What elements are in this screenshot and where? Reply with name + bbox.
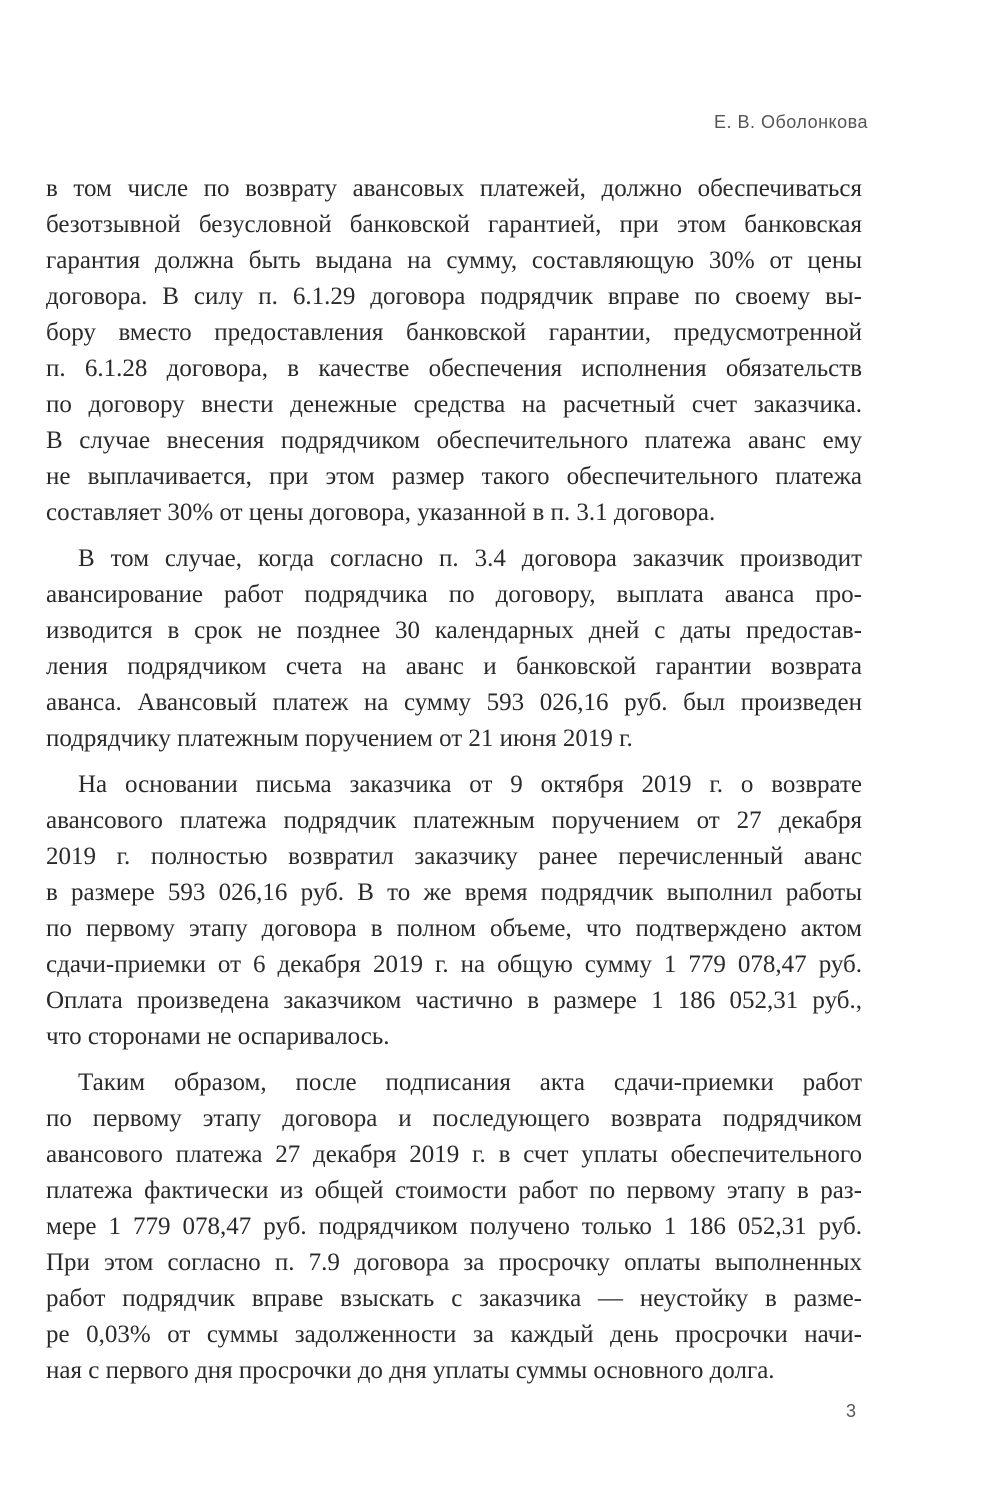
paragraph-1 — [46, 171, 862, 531]
text-line: п. 6.1.28 договора, в качестве обеспечения исполнения обязательств — [46, 355, 862, 382]
text-line: сдачи-приемки от 6 декабря 2019 г. на общую сумму 1 779 078,47 руб. — [46, 951, 862, 978]
text-line: по договору внести денежные средства на расчетный счет заказчика. — [46, 391, 862, 418]
text-line: мере 1 779 078,47 руб. подрядчиком получено только 1 186 052,31 руб. — [46, 1213, 862, 1240]
text-line: В случае внесения подрядчиком обеспечительного платежа аванс ему — [46, 427, 862, 454]
text-line: 2019 г. полностью возвратил заказчику ранее перечисленный аванс — [46, 843, 862, 870]
text-line: что сторонами не оспаривалось. — [46, 1023, 390, 1050]
text-line: по первому этапу договора в полном объеме, что подтверждено актом — [46, 915, 862, 942]
text-line: платежа фактически из общей стоимости работ по первому этапу в раз- — [46, 1177, 862, 1204]
text-line: авансирование работ подрядчика по договору, выплата аванса про- — [46, 581, 862, 608]
text-line: ре 0,03% от суммы задолженности за каждый день просрочки начи- — [46, 1321, 862, 1348]
text-line: ления подрядчиком счета на аванс и банковской гарантии возврата — [46, 653, 862, 680]
text-line: авансового платежа подрядчик платежным поручением от 27 декабря — [46, 807, 862, 834]
text-line: бору вместо предоставления банковской гарантии, предусмотренной — [46, 319, 862, 346]
text-line: договора. В силу п. 6.1.29 договора подрядчик вправе по своему вы- — [46, 283, 862, 310]
text-line: авансового платежа 27 декабря 2019 г. в счет уплаты обеспечительного — [46, 1141, 862, 1168]
text-line: гарантия должна быть выдана на сумму, составляющую 30% от цены — [46, 247, 862, 274]
paragraph-4 — [46, 1065, 862, 1389]
text-line: аванса. Авансовый платеж на сумму 593 026,16 руб. был произведен — [46, 689, 862, 716]
text-line: Таким образом, после подписания акта сдачи-приемки работ — [78, 1069, 862, 1096]
text-line: ная с первого дня просрочки до дня уплаты суммы основного долга. — [46, 1357, 775, 1384]
text-line: не выплачивается, при этом размер такого обеспечительного платежа — [46, 463, 862, 490]
text-line: по первому этапу договора и последующего возврата подрядчиком — [46, 1105, 862, 1132]
text-line: На основании письма заказчика от 9 октября 2019 г. о возврате — [78, 771, 862, 798]
text-line: в размере 593 026,16 руб. В то же время подрядчик выполнил работы — [46, 879, 862, 906]
paragraph-3 — [46, 767, 862, 1055]
page-number: 3 — [846, 1401, 857, 1421]
running-head-author: Е. В. Оболонкова — [713, 112, 868, 132]
body-text — [46, 171, 862, 1389]
text-line: подрядчику платежным поручением от 21 июня 2019 г. — [46, 725, 633, 752]
text-line: работ подрядчик вправе взыскать с заказчика — неустойку в разме- — [46, 1285, 862, 1312]
paragraph-2 — [46, 541, 862, 757]
text-line: в том числе по возврату авансовых платежей, должно обеспечиваться — [46, 175, 862, 202]
text-line: изводится в срок не позднее 30 календарных дней с даты предостав- — [46, 617, 862, 644]
text-line: безотзывной безусловной банковской гарантией, при этом банковская — [46, 211, 862, 238]
text-line: Оплата произведена заказчиком частично в размере 1 186 052,31 руб., — [46, 987, 862, 1014]
text-line: В том случае, когда согласно п. 3.4 договора заказчик производит — [78, 545, 862, 572]
text-line: При этом согласно п. 7.9 договора за просрочку оплаты выполненных — [46, 1249, 862, 1276]
text-line: составляет 30% от цены договора, указанной в п. 3.1 договора. — [46, 499, 716, 526]
